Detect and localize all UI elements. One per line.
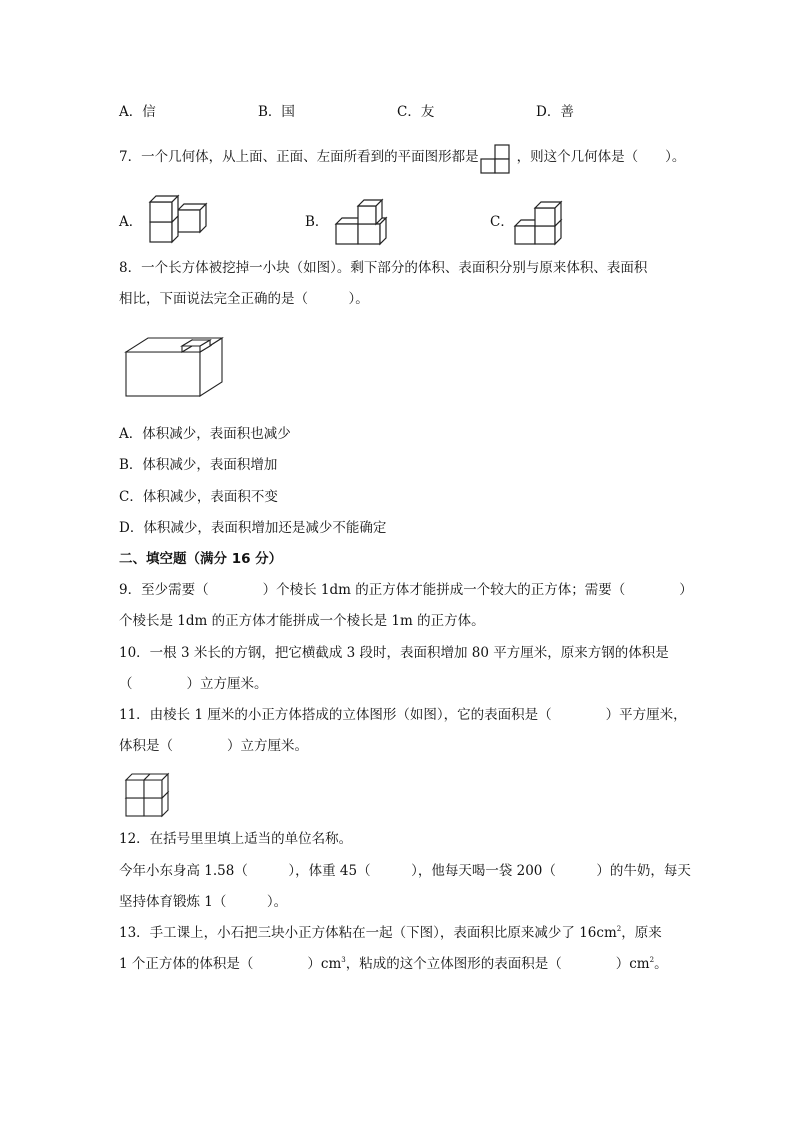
q13-line2-sup2: 2: [649, 956, 655, 964]
q13-line2-unit2: cm: [629, 956, 650, 972]
q8-stem-line2: 相比，下面说法完全正确的是（ ）。: [119, 291, 369, 307]
q12-line2: 今年小东身高 1.58（ ），体重 45（ ），他每天喝一袋 200（ ）的牛奶，每天: [119, 863, 691, 879]
q13-line1-end: ，原来: [621, 925, 662, 941]
q12-line3: 坚持体育锻炼 1（ ）。: [119, 894, 288, 910]
q9-line1: 9．至少需要（ ）个棱长 1dm 的正方体才能拼成一个较大的正方体；需要（ ）: [119, 582, 693, 598]
q7-option-a: A．: [119, 214, 143, 230]
q13-line2-a: 1 个正方体的体积是（ ）: [119, 956, 321, 972]
q13-line1: [119, 923, 662, 943]
q11-line1: 11．由棱长 1 厘米的小正方体搭成的立体图形（如图），它的表面积是（ ）平方厘米，: [119, 707, 687, 723]
q8-stem-line1: 8．一个长方体被挖掉一小块（如图）。剩下部分的体积、表面积分别与原来体积、表面积: [119, 260, 648, 276]
q13-line1-text: 13．手工课上，小石把三块小正方体粘在一起（下图），表面积比原来减少了 16: [119, 925, 597, 941]
q8-option-a: A．体积减少，表面积也减少: [119, 426, 291, 442]
q11-cube-figure: [124, 770, 174, 820]
q13-line2-b: ，粘成的这个立体图形的表面积是（ ）: [345, 956, 630, 972]
q9-line2: 个棱长是 1dm 的正方体才能拼成一个棱长是 1m 的正方体。: [119, 613, 485, 629]
q7-option-b: B．: [305, 214, 329, 230]
q8-option-b: B．体积减少，表面积增加: [119, 457, 278, 473]
q10-line2: （ ）立方厘米。: [119, 676, 268, 692]
q6-option-b: B．国: [258, 104, 295, 120]
q13-line1-sup: 2: [616, 925, 622, 933]
q8-option-c: C．体积减少，表面积不变: [119, 489, 278, 505]
q13-line2-unit1: cm: [320, 956, 342, 972]
q7-stem: [119, 147, 685, 167]
q7-stem-before: 7．一个几何体，从上面、正面、左面所看到的平面图形都是: [119, 149, 479, 165]
q7-option-b-figure: [334, 198, 396, 248]
section-heading-fill-in: 二、填空题（满分 16 分）: [119, 551, 283, 567]
q13-line1-unit: cm: [596, 925, 617, 941]
q7-stem-after: ，则这个几何体是（ ）。: [516, 149, 686, 165]
q10-line1: 10．一根 3 米长的方钢，把它横截成 3 段时，表面积增加 80 平方厘米，原来方钢的体积是: [119, 645, 669, 661]
q13-line2: [119, 954, 668, 974]
q7-option-a-figure: [146, 194, 210, 246]
q6-option-d: D．善: [536, 104, 574, 120]
q12-line1: 12．在括号里里填上适当的单位名称。: [119, 831, 353, 847]
q8-cuboid-figure: [124, 334, 224, 398]
q6-option-c: C．友: [397, 104, 435, 120]
q13-line2-sup1: 3: [341, 956, 346, 964]
q8-option-d: D．体积减少，表面积增加还是减少不能确定: [119, 520, 387, 536]
q13-line2-end: 。: [654, 956, 668, 972]
q7-option-c: C．: [490, 214, 514, 230]
q6-option-a: A．信: [119, 104, 156, 120]
q11-line2: 体积是（ ）立方厘米。: [119, 738, 308, 754]
q7-view-figure: [479, 145, 511, 175]
q7-option-c-figure: [513, 196, 565, 248]
